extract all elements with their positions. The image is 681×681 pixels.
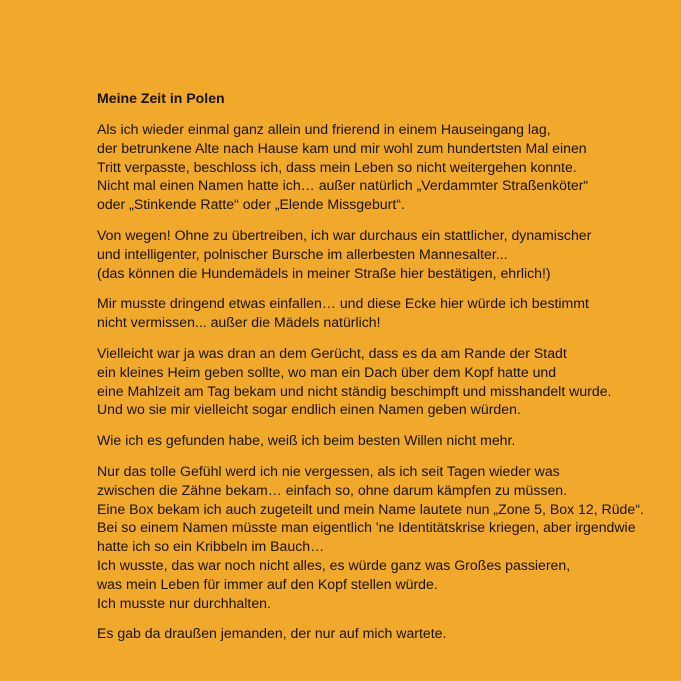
text-line: Und wo sie mir vielleicht sogar endlich einen Namen geben würden. <box>97 401 521 418</box>
text-line: Vielleicht war ja was dran an dem Gerücht, dass es da am Rande der Stadt <box>97 344 567 361</box>
text-line: Wie ich es gefunden habe, weiß ich beim besten Willen nicht mehr. <box>97 432 516 449</box>
text-line: eine Mahlzeit am Tag bekam und nicht ständig beschimpft und misshandelt wurde. <box>97 382 612 399</box>
text-line: (das können die Hundemädels in meiner Straße hier bestätigen, ehrlich!) <box>97 264 551 281</box>
text-line: Tritt verpasste, beschloss ich, dass mein Leben so nicht weitergehen konnte. <box>97 158 577 175</box>
paragraph <box>97 226 667 282</box>
document-title: Meine Zeit in Polen <box>97 90 225 106</box>
text-line: hatte ich so ein Kribbeln im Bauch… <box>97 538 325 555</box>
text-line: Als ich wieder einmal ganz allein und frierend in einem Hauseingang lag, <box>97 121 551 137</box>
text-line: Ich wusste, das war noch nicht alles, es würde ganz was Großes passieren, <box>97 556 571 573</box>
paragraph <box>97 624 667 643</box>
text-line: und intelligenter, polnischer Bursche im allerbesten Mannesalter... <box>97 245 508 262</box>
paragraph <box>97 462 667 612</box>
text-line: Nur das tolle Gefühl werd ich nie vergessen, als ich seit Tagen wieder was <box>97 462 560 479</box>
document-page <box>97 89 667 655</box>
paragraph <box>97 120 667 214</box>
text-line: Bei so einem Namen müsste man eigentlich 'ne Identitätskrise kriegen, aber irgendwie <box>97 519 636 536</box>
paragraph <box>97 294 667 332</box>
paragraph <box>97 431 667 450</box>
text-line: oder „Stinkende Ratte“ oder „Elende Missgeburt“. <box>97 196 405 213</box>
text-line: Von wegen! Ohne zu übertreiben, ich war durchaus ein stattlicher, dynamischer <box>97 226 592 243</box>
text-line: ein kleines Heim geben sollte, wo man ein Dach über dem Kopf hatte und <box>97 363 557 380</box>
paragraph <box>97 344 667 419</box>
document-body <box>97 120 667 643</box>
text-line: der betrunkene Alte nach Hause kam und mir wohl zum hundertsten Mal einen <box>97 139 587 156</box>
text-line: Eine Box bekam ich auch zugeteilt und mein Name lautete nun „Zone 5, Box 12, Rüde“. <box>97 500 644 517</box>
text-line: Nicht mal einen Namen hatte ich… außer natürlich „Verdammter Straßenköter“ <box>97 177 589 194</box>
text-line: Es gab da draußen jemanden, der nur auf mich wartete. <box>97 625 447 642</box>
text-line: was mein Leben für immer auf den Kopf stellen würde. <box>97 575 438 592</box>
text-line: Mir musste dringend etwas einfallen… und diese Ecke hier würde ich bestimmt <box>97 295 589 312</box>
text-line: nicht vermissen... außer die Mädels natürlich! <box>97 314 381 331</box>
text-line: zwischen die Zähne bekam… einfach so, ohne darum kämpfen zu müssen. <box>97 481 568 498</box>
text-line: Ich musste nur durchhalten. <box>97 594 271 611</box>
